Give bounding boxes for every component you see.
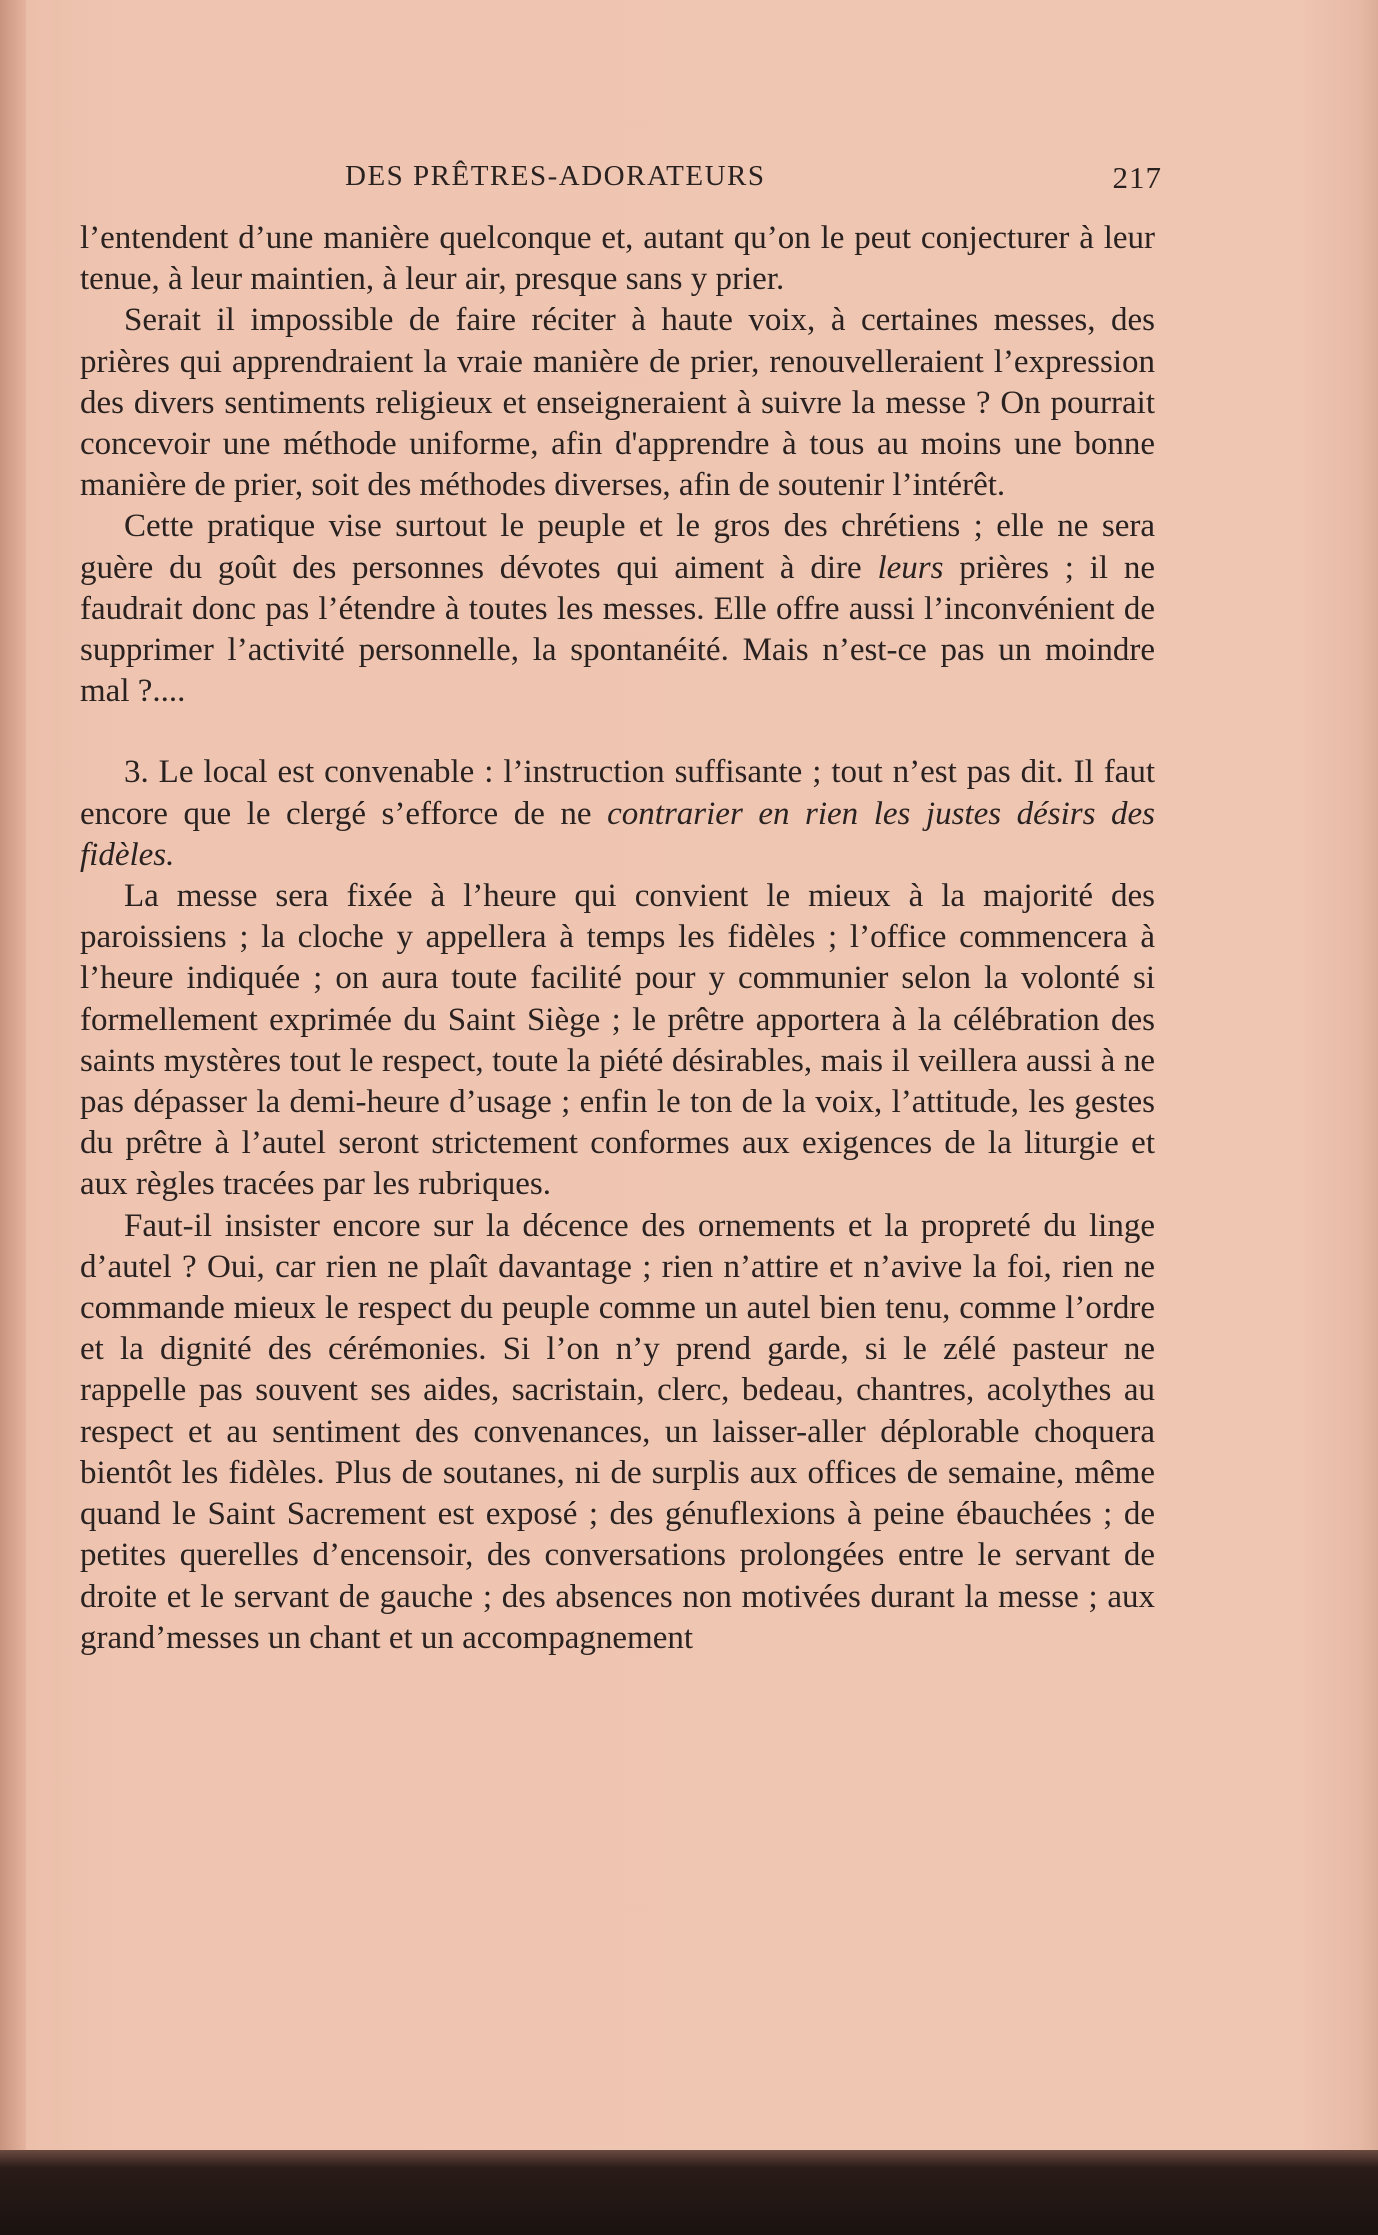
running-title: DES PRÊTRES-ADORATEURS xyxy=(345,160,766,192)
paragraph xyxy=(80,300,1155,506)
running-head xyxy=(80,160,1160,200)
italic-run: leurs xyxy=(877,549,944,586)
paragraph xyxy=(80,506,1155,712)
page-binding-edge xyxy=(0,0,26,2235)
text-run: Faut-il insister encore sur la décence des ornements et la propreté du linge d’autel ? Oui, car rien ne plaît davantage ; rien n’attire et n’avive la foi, rien ne commande mieux le respect du peuple comme un autel bien tenu, comme l’ordre et la dignité des cérémonies. Si l’on n’y prend garde, si le zélé pasteur ne rappelle pas souvent ses aides, sacristain, clerc, bedeau, chantres, acolythes au respect et au sentiment des convenances, un laisser-aller déplorable choquera bientôt les fidèles. Plus de soutanes, ni de surplis aux offices de semaine, même quand le Saint Sacrement est exposé ; des génuflexions à peine ébauchées ; de petites querelles d’encensoir, des conversations prolongées entre le servant de droite et le servant de gauche ; des absences non motivées durant la messe ; aux grand’messes un chant et un accompagnement xyxy=(80,1207,1155,1656)
page-number: 217 xyxy=(1112,160,1162,195)
page-bottom-shadow xyxy=(0,2150,1378,2235)
text-run: Serait il impossible de faire réciter à haute voix, à certaines messes, des prières qui apprendraient la vraie manière de prier, renouvelleraient l’expression des divers sentiments religieux et enseigneraient à suivre la messe ? On pourrait concevoir une méthode uniforme, afin d'apprendre à tous au moins une bonne manière de prier, soit des méthodes diverses, afin de soutenir l’intérêt. xyxy=(80,302,1155,504)
text-run: prières ; il ne faudrait donc pas l’étendre à toutes les messes. Elle offre aussi l’inconvénient de supprimer l’activité personnelle, la spontanéité. Mais n’est-ce pas un moindre mal ?.... xyxy=(80,549,1155,710)
italic-run: contrarier en rien les justes désirs des fidèles. xyxy=(80,795,1155,873)
body-text xyxy=(80,218,1155,1659)
text-run: Cette pratique vise surtout le peuple et le gros des chrétiens ; elle ne sera guère du goût des personnes dévotes qui aiment à dire xyxy=(80,508,1155,586)
text-run: l’entendent d’une manière quelconque et, autant qu’on le peut conjecturer à leur tenue, à leur maintien, à leur air, presque sans y prier. xyxy=(80,220,1155,298)
paragraph xyxy=(80,1206,1155,1659)
paragraph xyxy=(80,752,1155,876)
paragraph xyxy=(80,876,1155,1206)
paragraph xyxy=(80,218,1155,300)
text-run: 3. Le local est convenable : l’instruction suffisante ; tout n’est pas dit. Il faut encore que le clergé s’efforce de ne xyxy=(80,754,1155,832)
text-run: La messe sera fixée à l’heure qui convient le mieux à la majorité des paroissiens ; la cloche y appellera à temps les fidèles ; l’office commencera à l’heure indiquée ; on aura toute facilité pour y communier selon la volonté si formellement exprimée du Saint Siège ; le prêtre apportera à la célébration des saints mystères tout le respect, toute la piété désirables, mais il veillera aussi à ne pas dépasser la demi-heure d’usage ; enfin le ton de la voix, l’attitude, les gestes du prêtre à l’autel seront strictement conformes aux exigences de la liturgie et aux règles tracées par les rubriques. xyxy=(80,878,1155,1203)
